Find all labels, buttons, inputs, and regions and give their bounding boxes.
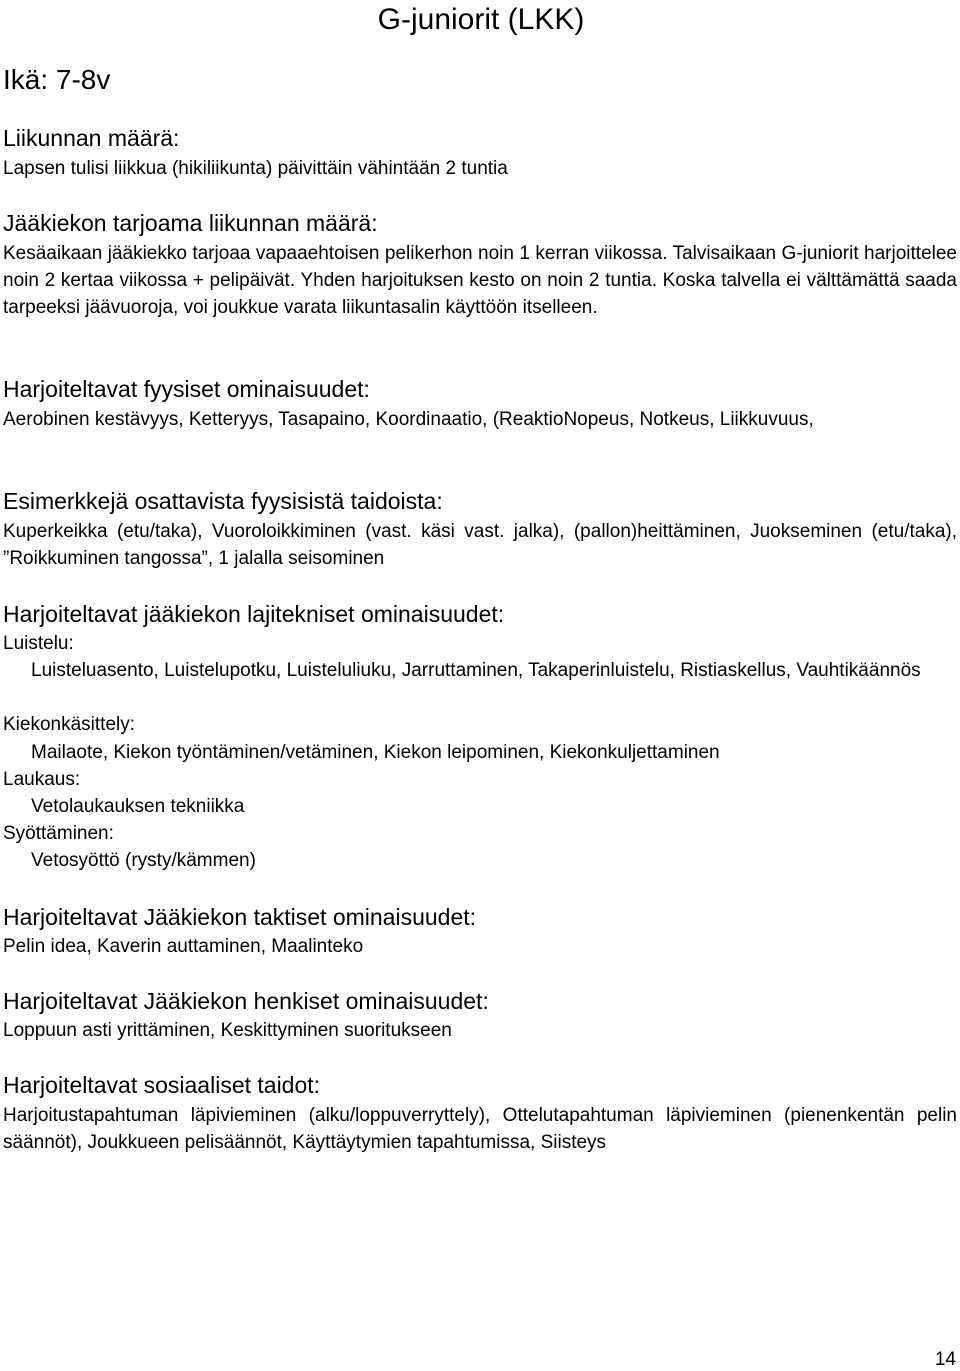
heading-henkiset: Harjoiteltavat Jääkiekon henkiset ominaisuudet: xyxy=(3,988,489,1014)
heading-lajitekniset: Harjoiteltavat jääkiekon lajitekniset ominaisuudet: xyxy=(3,601,505,627)
label-laukaus: Laukaus: xyxy=(3,769,81,790)
heading-tarjoama: Jääkiekon tarjoama liikunnan määrä: xyxy=(3,210,378,236)
label-luistelu: Luistelu: xyxy=(3,633,74,654)
text-luistelu: Luisteluasento, Luistelupotku, Luisteluliuku, Jarruttaminen, Takaperinluistelu, Ristiaskellus, Vauhtikäännös xyxy=(31,660,921,681)
text-liikunnan-maara: Lapsen tulisi liikkua (hikiliikunta) päivittäin vähintään 2 tuntia xyxy=(3,158,508,179)
text-fyysiset: Aerobinen kestävyys, Ketteryys, Tasapaino, Koordinaatio, (ReaktioNopeus, Notkeus, Liikkuvuus, xyxy=(3,409,814,430)
page-number: 14 xyxy=(934,1349,956,1370)
heading-fyysiset: Harjoiteltavat fyysiset ominaisuudet: xyxy=(3,376,370,402)
heading-sosiaaliset: Harjoiteltavat sosiaaliset taidot: xyxy=(3,1072,321,1098)
heading-esimerkit: Esimerkkejä osattavista fyysisistä taidoista: xyxy=(3,488,443,514)
text-henkiset: Loppuun asti yrittäminen, Keskittyminen suoritukseen xyxy=(3,1020,452,1041)
heading-liikunnan-maara: Liikunnan määrä: xyxy=(3,125,180,151)
text-kiekonkasittely: Mailaote, Kiekon työntäminen/vetäminen, Kiekon leipominen, Kiekonkuljettaminen xyxy=(31,742,720,763)
text-tarjoama: Kesäaikaan jääkiekko tarjoaa vapaaehtoisen pelikerhon noin 1 kerran viikossa. Talvisaikaan G-juniorit harjoittelee noin 2 kertaa viikossa + pelipäivät. Yhden harjoituksen kesto on noin 2 tuntia. Koska talvella ei välttämättä saada tarpeeksi jäävuoroja, voi joukkue varata liikuntasalin käyttöön itselleen. xyxy=(3,243,957,318)
text-taktiset: Pelin idea, Kaverin auttaminen, Maalinteko xyxy=(3,936,364,957)
document-title-text: G-juniorit (LKK) xyxy=(377,3,585,36)
label-syottaminen: Syöttäminen: xyxy=(3,823,114,844)
text-sosiaaliset: Harjoitustapahtuman läpivieminen (alku/loppuverryttely), Ottelutapahtuman läpivieminen (pienenkentän pelin säännöt), Joukkueen pelisäännöt, Käyttäytymien tapahtumissa, Siisteys xyxy=(3,1105,957,1153)
age-label: Ikä: 7-8v xyxy=(3,64,111,95)
heading-taktiset: Harjoiteltavat Jääkiekon taktiset ominaisuudet: xyxy=(3,904,477,930)
label-kiekonkasittely: Kiekonkäsittely: xyxy=(3,714,136,735)
text-syottaminen: Vetosyöttö (rysty/kämmen) xyxy=(31,850,256,871)
text-esimerkit: Kuperkeikka (etu/taka), Vuoroloikkiminen (vast. käsi vast. jalka), (pallon)heittäminen, Juokseminen (etu/taka), ”Roikkuminen tangossa”, 1 jalalla seisominen xyxy=(3,521,957,569)
document-title xyxy=(0,2,960,38)
text-laukaus: Vetolaukauksen tekniikka xyxy=(31,796,245,817)
